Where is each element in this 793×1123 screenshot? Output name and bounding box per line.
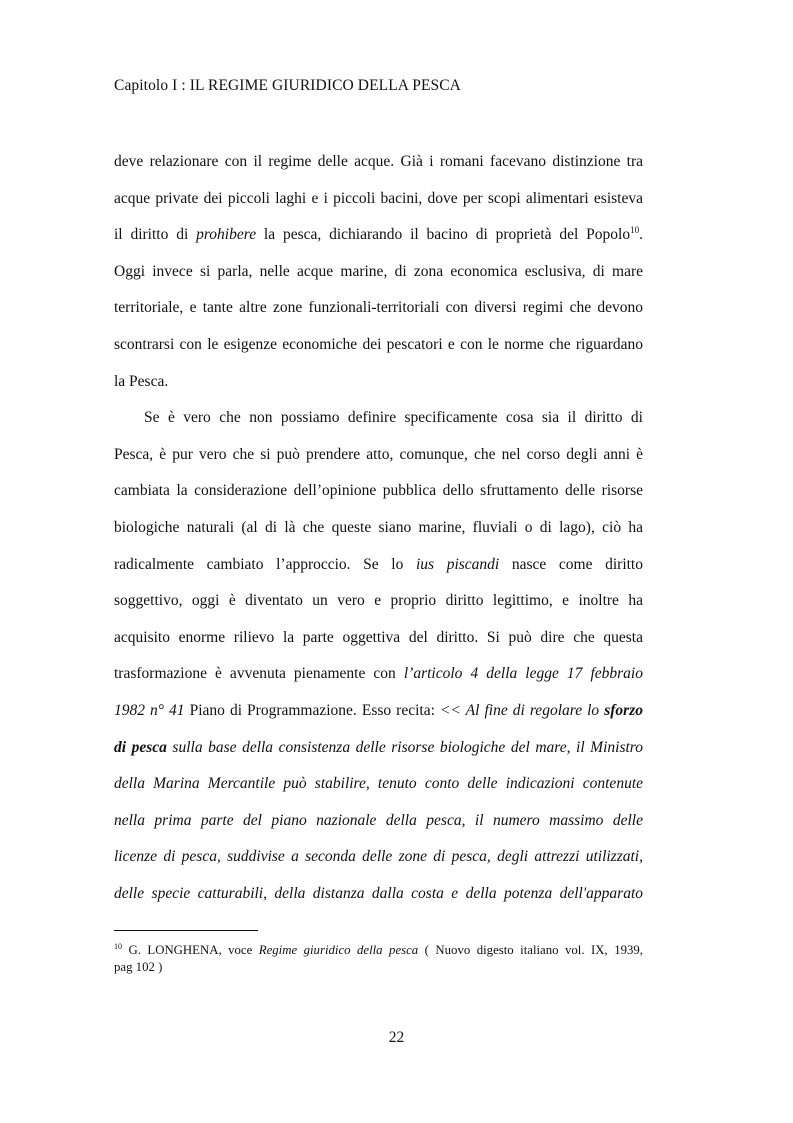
body-line-18 xyxy=(114,774,643,811)
italic-law-reference: 1982 n° 41 xyxy=(114,701,185,719)
body-line-10: cambiata la considerazione dell’opinione pubblica dello sfruttamento delle risorse xyxy=(114,482,643,500)
text-run: G. LONGHENA, voce xyxy=(122,943,259,957)
text-run: trasformazione è avvenuta pienamente con xyxy=(114,665,404,683)
text-run: nasce come diritto xyxy=(499,555,643,573)
body-line-4: Oggi invece si parla, nelle acque marine, di zona economica esclusiva, di mare xyxy=(114,262,643,280)
italic-quote: licenze di pesca, suddivise a seconda delle zone di pesca, degli attrezzi utilizzati, xyxy=(114,848,643,866)
body-line-13: soggettivo, oggi è diventato un vero e proprio diritto legittimo, e inoltre ha xyxy=(114,592,643,610)
body-line-7: la Pesca. xyxy=(114,372,169,390)
italic-quote: della Marina Mercantile può stabilire, tenuto conto delle indicazioni contenute xyxy=(114,775,643,793)
body-text xyxy=(114,152,643,920)
body-line-6: scontrarsi con le esigenze economiche dei pescatori e con le norme che riguardano xyxy=(114,335,643,353)
body-line-5: territoriale, e tante altre zone funzionali-territoriali con diversi regimi che devono xyxy=(114,299,643,317)
body-line-15 xyxy=(114,664,643,701)
running-header: Capitolo I : IL REGIME GIURIDICO DELLA PESCA xyxy=(114,77,461,94)
footnote-line-2: pag 102 ) xyxy=(114,960,163,974)
body-line-2: acque private dei piccoli laghi e i piccoli bacini, dove per scopi alimentari esisteva xyxy=(114,189,643,207)
footnote-number: 10 xyxy=(114,942,122,951)
body-line-14: acquisito enorme rilievo la parte oggettiva del diritto. Si può dire che questa xyxy=(114,628,643,646)
page-number: 22 xyxy=(388,1029,405,1046)
italic-quote: delle specie catturabili, della distanza dalla costa e della potenza dell'apparato xyxy=(114,884,643,902)
body-line-19 xyxy=(114,811,643,848)
text-run: . xyxy=(639,226,643,244)
text-run: la pesca, dichiarando il bacino di proprietà del Popolo xyxy=(256,226,631,244)
italic-term-ius-piscandi: ius piscandi xyxy=(415,555,500,573)
text-run: il diritto di xyxy=(114,226,197,244)
body-line-3 xyxy=(114,225,643,262)
italic-quote: sulla base della consistenza delle risorse biologiche del mare, il Ministro xyxy=(166,738,643,756)
body-line-16 xyxy=(114,701,643,738)
footnote-reference[interactable]: 10 xyxy=(630,225,640,236)
body-line-21 xyxy=(114,884,643,921)
text-run: Piano di Programmazione. Esso recita: xyxy=(184,701,440,719)
italic-quote: nella prima parte del piano nazionale della pesca, il numero massimo delle xyxy=(114,811,643,829)
body-line-8: Se è vero che non possiamo definire specificamente cosa sia il diritto di xyxy=(144,409,643,427)
body-line-17 xyxy=(114,738,643,775)
bold-italic-term: sforzo xyxy=(604,701,643,719)
body-line-1: deve relazionare con il regime delle acque. Già i romani facevano distinzione tra xyxy=(114,153,643,170)
italic-law-reference: l’articolo 4 della legge 17 febbraio xyxy=(403,665,643,683)
body-line-20 xyxy=(114,847,643,884)
text-run: ( Nuovo digesto italiano vol. IX, 1939, xyxy=(418,943,643,957)
text-run: radicalmente cambiato l’approccio. Se lo xyxy=(114,555,416,573)
footnote-separator xyxy=(114,930,258,931)
italic-term-prohibere: prohibere xyxy=(196,226,257,244)
italic-quote: << Al fine di regolare lo xyxy=(439,701,605,719)
body-line-12 xyxy=(114,555,643,592)
footnote-line-1 xyxy=(114,942,643,959)
body-line-11: biologiche naturali (al di là che queste siano marine, fluviali o di lago), ciò ha xyxy=(114,518,643,536)
body-line-9: Pesca, è pur vero che si può prendere atto, comunque, che nel corso degli anni è xyxy=(114,445,643,463)
footnote xyxy=(114,942,643,976)
bold-italic-term: di pesca xyxy=(114,738,167,756)
footnote-title: Regime giuridico della pesca xyxy=(258,943,419,957)
